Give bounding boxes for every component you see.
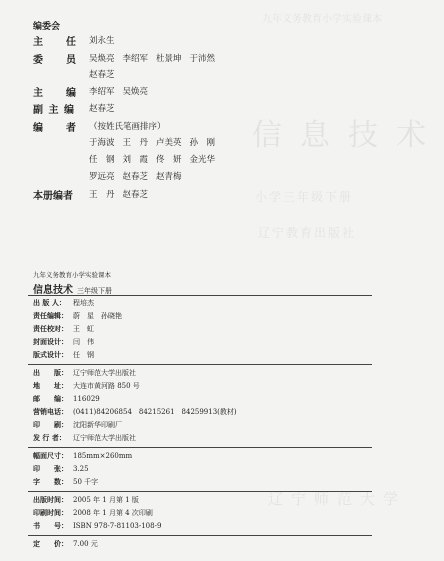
person-name: 赵青梅 xyxy=(156,172,182,182)
role-label: 主 任 xyxy=(33,36,77,48)
person-name: 李绍军 xyxy=(122,54,149,64)
committee-row-editors-3 xyxy=(89,169,190,183)
info-row xyxy=(33,349,94,361)
book-title-text: 信息技术 xyxy=(33,285,73,296)
info-row xyxy=(33,310,122,322)
role-label: 编 者 xyxy=(33,122,77,134)
series-name: 九年义务教育小学实验课本 xyxy=(33,271,111,279)
info-label: 出 版： xyxy=(33,369,68,377)
divider xyxy=(28,491,372,492)
info-value: 蔚 星 孙晓艳 xyxy=(73,312,122,320)
committee-row-director xyxy=(33,33,123,47)
info-label: 印刷时间： xyxy=(33,509,68,517)
committee-title: 编委会 xyxy=(33,22,61,32)
info-value: 185mm×260mm xyxy=(73,452,133,460)
person-name: 吴焕亮 xyxy=(122,87,149,97)
bleed-through-series: 九年义务教育小学实验课本 xyxy=(262,14,382,25)
person-name: 吴焕亮 xyxy=(89,54,115,64)
info-label: 出版时间： xyxy=(33,496,68,504)
info-row xyxy=(33,476,98,488)
info-row xyxy=(33,450,132,462)
info-value: (0411)84206854 84215261 84259913(教材) xyxy=(73,408,237,416)
info-value: ISBN 978-7-81103-108-9 xyxy=(73,522,162,530)
committee-row-members-cont xyxy=(89,67,123,81)
info-row xyxy=(33,463,89,475)
sort-note: （按姓氏笔画排序） xyxy=(89,122,166,132)
person-name: 卢美英 xyxy=(156,138,182,148)
person-name: 王 丹 xyxy=(122,138,149,148)
person-name: 赵春芝 xyxy=(122,190,149,200)
info-label: 字 数： xyxy=(33,478,68,486)
info-value: 50 千字 xyxy=(73,478,99,486)
info-label: 营销电话： xyxy=(33,408,68,416)
info-value: 2008 年 1 月第 4 次印刷 xyxy=(73,509,153,517)
info-row xyxy=(33,432,136,444)
committee-row-deputy-editor xyxy=(33,101,123,115)
info-row xyxy=(33,336,94,348)
committee-row-volume-editors xyxy=(33,187,156,201)
info-value: 116029 xyxy=(73,395,100,403)
info-row xyxy=(33,406,237,418)
committee-row-members xyxy=(33,51,223,65)
info-label: 书 号： xyxy=(33,522,68,530)
info-label: 责任校对： xyxy=(33,325,68,333)
person-name: 赵春芝 xyxy=(122,172,149,182)
info-value: 3.25 xyxy=(73,465,89,473)
bleed-through-title: 信息技术 xyxy=(252,118,444,153)
person-name: 于海波 xyxy=(89,138,115,148)
divider xyxy=(28,295,372,296)
info-row xyxy=(33,520,161,532)
info-value: 大连市黄河路 850 号 xyxy=(73,382,140,390)
info-row xyxy=(33,367,136,379)
info-value: 王 虹 xyxy=(73,325,94,333)
info-row xyxy=(33,538,98,550)
info-label: 地 址： xyxy=(33,382,68,390)
person-name: 刘永生 xyxy=(89,36,115,46)
info-label: 定 价： xyxy=(33,540,68,548)
info-label: 邮 编： xyxy=(33,395,68,403)
info-value: 辽宁师范大学出版社 xyxy=(73,369,136,377)
info-row xyxy=(33,419,122,431)
committee-row-editors xyxy=(33,119,174,133)
info-value: 2005 年 1 月第 1 版 xyxy=(73,496,139,504)
person-name: 刘 霞 xyxy=(122,155,149,165)
person-name: 金光华 xyxy=(189,155,216,165)
info-label: 发 行 者： xyxy=(33,434,66,442)
committee-row-chief-editor xyxy=(33,84,156,98)
bleed-through-grade: 小学三年级下册 xyxy=(255,190,354,204)
info-row xyxy=(33,393,100,405)
bleed-through-publisher: 辽宁教育出版社 xyxy=(258,226,357,240)
info-value: 程培杰 xyxy=(73,299,94,307)
role-label: 副 主 编 xyxy=(33,104,75,116)
info-row xyxy=(33,380,140,392)
person-name: 李绍军 xyxy=(89,87,115,97)
person-name: 佟 妍 xyxy=(156,155,182,165)
info-label: 封面设计： xyxy=(33,338,68,346)
info-label: 印 张： xyxy=(33,465,68,473)
info-label: 印 刷： xyxy=(33,421,68,429)
info-value: 闫 伟 xyxy=(73,338,94,346)
info-row xyxy=(33,494,139,506)
info-label: 责任编辑： xyxy=(33,312,68,320)
info-row xyxy=(33,323,94,335)
person-name: 赵春芝 xyxy=(89,70,115,80)
divider xyxy=(28,364,372,365)
committee-row-editors-2 xyxy=(89,152,223,166)
info-label: 幅面尺寸： xyxy=(33,452,68,460)
role-label: 委 员 xyxy=(33,54,77,66)
info-value: 任 钢 xyxy=(73,351,94,359)
role-label: 主 编 xyxy=(33,87,77,99)
person-name: 任 钢 xyxy=(89,155,115,165)
info-value: 辽宁师范大学出版社 xyxy=(73,434,136,442)
divider xyxy=(28,535,372,536)
info-row xyxy=(33,297,94,309)
person-name: 杜景坤 xyxy=(156,54,182,64)
committee-row-editors-1 xyxy=(89,135,223,149)
info-label: 版式设计： xyxy=(33,351,68,359)
info-value: 沈阳新华印刷厂 xyxy=(73,421,122,429)
info-value: 7.00 元 xyxy=(73,540,98,548)
book-title xyxy=(33,281,112,296)
person-name: 孙 刚 xyxy=(189,138,216,148)
bleed-through-footer: 辽宁师范大学 xyxy=(268,490,407,508)
person-name: 赵春芝 xyxy=(89,104,115,114)
book-subtitle: 三年级下册 xyxy=(77,287,112,295)
info-label: 出 版 人： xyxy=(33,299,66,307)
info-row xyxy=(33,507,153,519)
person-name: 罗远亮 xyxy=(89,172,115,182)
role-label: 本册编者 xyxy=(33,190,73,202)
person-name: 于沛然 xyxy=(189,54,216,64)
divider xyxy=(28,447,372,448)
person-name: 王 丹 xyxy=(89,190,115,200)
